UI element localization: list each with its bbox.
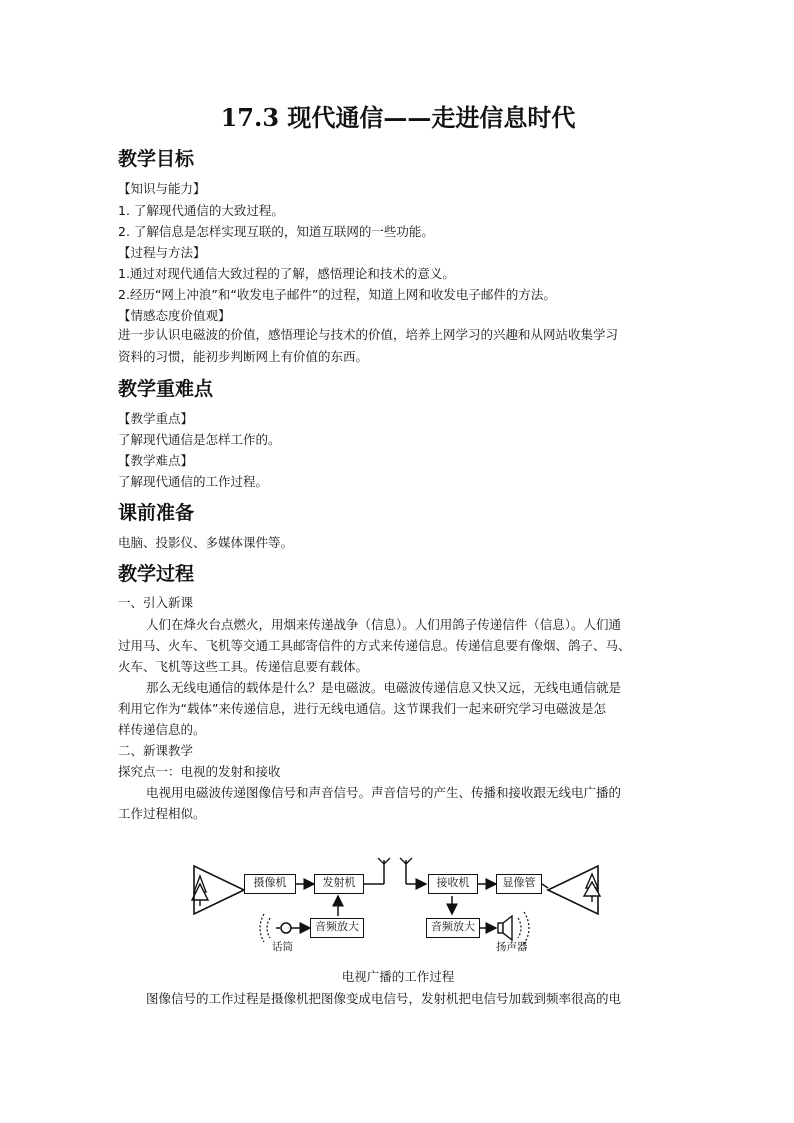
process-line: 火车、飞机等这些工具。传递信息要有载体。 (118, 659, 369, 674)
transmitter-box: 发射机 (314, 874, 364, 894)
goals-line: 1.通过对现代通信大致过程的了解，感悟理论和技术的意义。 (118, 266, 455, 281)
camera-box: 摄像机 (244, 874, 296, 894)
process-line: 样传递信息的。 (118, 722, 206, 737)
process-line: 过用马、火车、飞机等交通工具邮寄信件的方式来传递信息。传递信息要有像烟、鸽子、马、 (118, 638, 631, 653)
page-title: 17.3 现代通信——走进信息时代 (220, 103, 576, 132)
audio-amp-tx-box: 音频放大 (310, 918, 364, 938)
microphone-icon (276, 923, 291, 933)
diagram-lines (190, 854, 610, 958)
picture-tube-box: 显像管 (496, 874, 542, 894)
receiver-box: 接收机 (428, 874, 478, 894)
microphone-label: 话筒 (272, 941, 293, 953)
sound-waves-left-icon (260, 914, 270, 942)
process-line: 工作过程相似。 (118, 806, 206, 821)
process-line: 人们在烽火台点燃火，用烟来传递战争（信息）。人们用鸽子传递信件（信息）。人们通 (146, 617, 622, 632)
process-line: 利用它作为“载体”来传递信息，进行无线电通信。这节课我们一起来研究学习电磁波是怎 (118, 701, 606, 716)
key-points-line: 了解现代通信是怎样工作的。 (118, 432, 281, 447)
goals-line: 2. 了解信息是怎样实现互联的，知道互联网的一些功能。 (118, 224, 434, 239)
key-points-line: 【教学重点】 (118, 411, 194, 426)
goals-line: 资料的习惯，能初步判断网上有价值的东西。 (118, 349, 369, 364)
tv-broadcast-diagram (190, 854, 610, 958)
goals-line: 【知识与能力】 (118, 181, 206, 196)
process-line: 探究点一：电视的发射和接收 (118, 764, 281, 779)
speaker-icon (498, 916, 512, 940)
process-line: 一、引入新课 (118, 595, 194, 610)
heading-key-points: 教学重难点 (118, 378, 214, 400)
process-line: 那么无线电通信的载体是什么？是电磁波。电磁波传递信息又快又远，无线电通信就是 (146, 680, 622, 695)
goals-line: 进一步认识电磁波的价值，感悟理论与技术的价值，培养上网学习的兴趣和从网站收集学习 (118, 327, 619, 342)
heading-prep: 课前准备 (118, 502, 195, 524)
process-line: 二、新课教学 (118, 743, 194, 758)
heading-process: 教学过程 (118, 563, 195, 585)
goals-line: 1. 了解现代通信的大致过程。 (118, 203, 284, 218)
key-points-line: 了解现代通信的工作过程。 (118, 474, 269, 489)
tail-line: 图像信号的工作过程是摄像机把图像变成电信号，发射机把电信号加载到频率很高的电 (146, 991, 622, 1006)
prep-line: 电脑、投影仪、多媒体课件等。 (118, 535, 294, 550)
speaker-label: 扬声器 (496, 941, 528, 953)
heading-goals: 教学目标 (118, 148, 195, 170)
goals-line: 【情感态度价值观】 (118, 308, 231, 323)
diagram-caption: 电视广播的工作过程 (341, 969, 455, 984)
process-line: 电视用电磁波传递图像信号和声音信号。声音信号的产生、传播和接收跟无线电广播的 (146, 785, 622, 800)
goals-line: 【过程与方法】 (118, 245, 206, 260)
goals-line: 2.经历“网上冲浪”和“收发电子邮件”的过程，知道上网和收发电子邮件的方法。 (118, 287, 556, 302)
audio-amp-rx-box: 音频放大 (426, 918, 480, 938)
key-points-line: 【教学难点】 (118, 453, 194, 468)
